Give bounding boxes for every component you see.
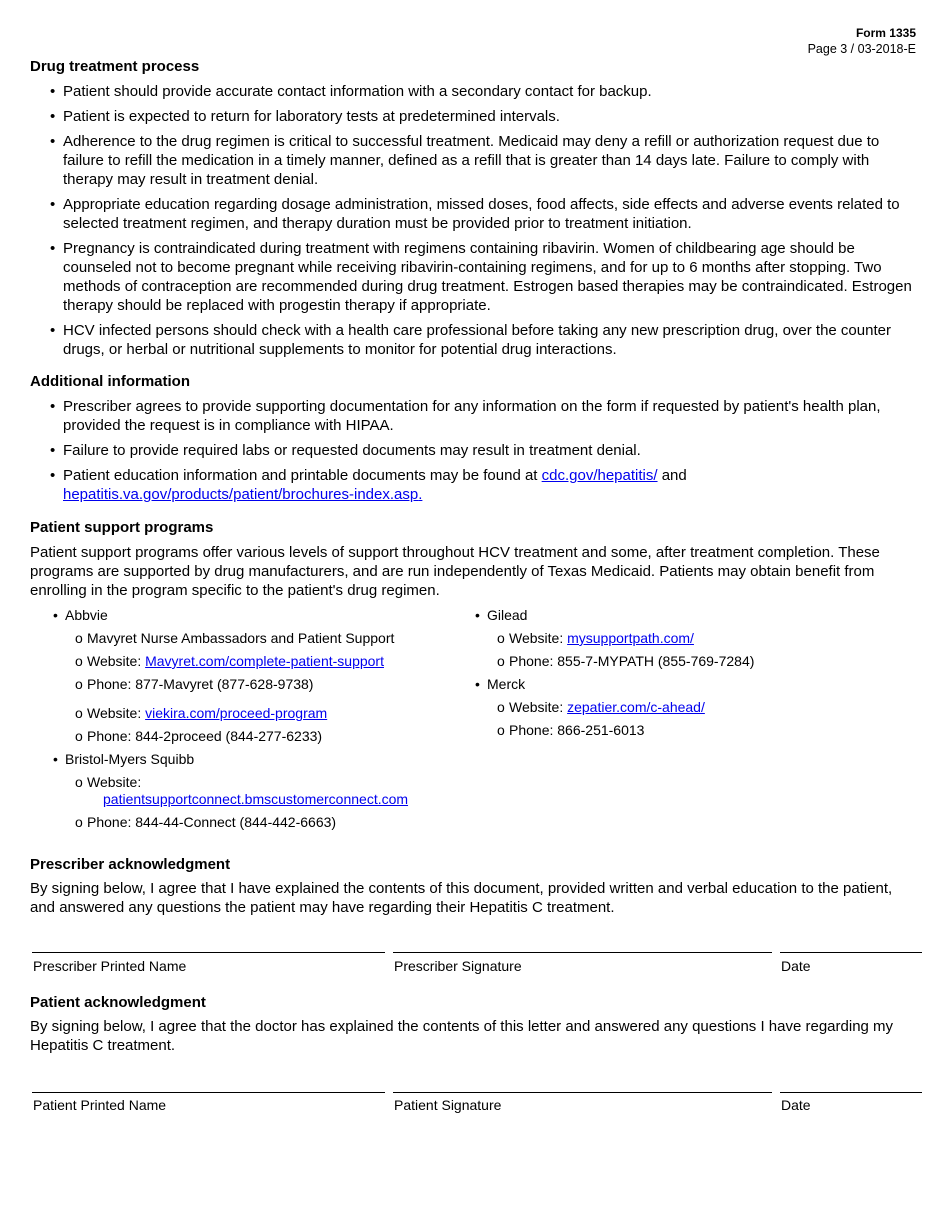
abbvie-program: o Mavyret Nurse Ambassadors and Patient Support xyxy=(75,630,473,647)
mysupportpath-link[interactable]: mysupportpath.com/ xyxy=(567,630,694,646)
gilead-website: o Website: mysupportpath.com/ xyxy=(497,630,915,647)
company-merck: • Merck xyxy=(475,676,915,693)
bms-website xyxy=(103,791,473,808)
company-bms: • Bristol-Myers Squibb xyxy=(53,751,473,768)
support-intro: Patient support programs offer various levels of support throughout HCV treatment and some, after treatment completion. These programs are supported by drug manufacturers, and are run independently of Texas Medicaid. Patients may obtain benefit from enrolling in the program specific to the patient's drug regimen. xyxy=(30,544,880,599)
company-gilead: • Gilead xyxy=(475,607,915,624)
zepatier-link[interactable]: zepatier.com/c-ahead/ xyxy=(567,699,705,715)
merck-website: o Website: zepatier.com/c-ahead/ xyxy=(497,699,915,716)
edu-and: and xyxy=(657,467,687,484)
merck-phone: o Phone: 866-251-6013 xyxy=(497,722,915,739)
list-item: • Appropriate education regarding dosage administration, missed doses, food affects, side effects and adverse events related to selected treatment regimen, and therapy duration must be provided prior to treatment initiation. xyxy=(50,195,920,233)
list-item xyxy=(50,466,920,504)
list-item: • Patient should provide accurate contact information with a secondary contact for backup. xyxy=(50,82,920,101)
abbvie-website-2: o Website: viekira.com/proceed-program xyxy=(75,705,473,722)
list-item: • Patient is expected to return for laboratory tests at predetermined intervals. xyxy=(50,107,920,126)
list-item: • Prescriber agrees to provide supporting documentation for any information on the form if requested by patient's health plan, provided the request is in compliance with HIPAA. xyxy=(50,397,920,435)
prescriber-date-label: Date xyxy=(781,958,811,974)
va-brochures-link[interactable]: hepatitis.va.gov/products/patient/brochures-index.asp xyxy=(63,486,419,503)
prescriber-signature-line[interactable] xyxy=(393,952,772,953)
support-left-column xyxy=(53,607,473,831)
bms-link[interactable]: patientsupportconnect.bmscustomerconnect.com xyxy=(103,791,409,807)
list-item: • Pregnancy is contraindicated during treatment with regimens containing ribavirin. Women of childbearing age should be counseled not to become pregnant while receiving ribavirin-containing regimens, and for up to 6 months after stopping. Two methods of contraception are recommended during drug treatment. Estrogen based therapies may be contraindicated. Estrogen therapy should be replaced with progestin therapy if appropriate. xyxy=(50,239,920,315)
drug-treatment-list xyxy=(50,82,920,365)
mavyret-link[interactable]: Mavyret.com/complete-patient-support xyxy=(145,653,384,669)
bms-phone: o Phone: 844-44-Connect (844-442-6663) xyxy=(75,814,473,831)
page-info: Page 3 / 03-2018-E xyxy=(807,42,916,56)
patient-signature-line[interactable] xyxy=(393,1092,772,1093)
bms-website-label: o Website: xyxy=(75,774,473,791)
prescriber-signature-label: Prescriber Signature xyxy=(394,958,522,974)
prescriber-name-label: Prescriber Printed Name xyxy=(33,958,187,974)
abbvie-phone-2: o Phone: 844-2proceed (844-277-6233) xyxy=(75,728,473,745)
page-header xyxy=(808,25,916,57)
support-heading: Patient support programs xyxy=(30,519,214,536)
list-item: • Failure to provide required labs or requested documents may result in treatment denial. xyxy=(50,441,920,460)
prescriber-ack-heading: Prescriber acknowledgment xyxy=(30,856,231,873)
additional-info-heading: Additional information xyxy=(30,373,190,390)
additional-info-list xyxy=(50,397,920,510)
patient-name-label: Patient Printed Name xyxy=(33,1097,167,1113)
prescriber-ack-text: By signing below, I agree that I have explained the contents of this document, provided written and verbal education to the patient, and answered any questions the patient may have regarding their Hepatitis C treatment. xyxy=(30,880,893,916)
prescriber-name-line[interactable] xyxy=(32,952,385,953)
support-right-column xyxy=(475,607,915,739)
viekira-link[interactable]: viekira.com/proceed-program xyxy=(145,705,328,721)
va-brochures-link-period[interactable]: . xyxy=(418,486,423,503)
patient-date-label: Date xyxy=(781,1097,811,1113)
company-abbvie: • Abbvie xyxy=(53,607,473,624)
drug-treatment-heading: Drug treatment process xyxy=(30,58,200,75)
patient-ack-text: By signing below, I agree that the doctor has explained the contents of this letter and answered any questions I have regarding my Hepatitis C treatment. xyxy=(30,1018,894,1054)
patient-name-line[interactable] xyxy=(32,1092,385,1093)
form-number: Form 1335 xyxy=(855,26,916,40)
prescriber-date-line[interactable] xyxy=(780,952,922,953)
abbvie-phone-1: o Phone: 877-Mavyret (877-628-9738) xyxy=(75,676,473,693)
edu-prefix: Patient education information and printable documents may be found at xyxy=(63,467,542,484)
patient-signature-label: Patient Signature xyxy=(394,1097,502,1113)
list-item: • HCV infected persons should check with a health care professional before taking any new prescription drug, over the counter drugs, or herbal or nutritional supplements to monitor for potential drug interactions. xyxy=(50,321,920,359)
list-item: • Adherence to the drug regimen is critical to successful treatment. Medicaid may deny a refill or authorization request due to failure to refill the medication in a timely manner, defined as a refill that is greater than 14 days late. Failure to comply with therapy may result in treatment denial. xyxy=(50,132,920,189)
cdc-hepatitis-link[interactable]: cdc.gov/hepatitis/ xyxy=(541,467,658,484)
abbvie-website-1: o Website: Mavyret.com/complete-patient-support xyxy=(75,653,473,670)
patient-date-line[interactable] xyxy=(780,1092,922,1093)
gilead-phone: o Phone: 855-7-MYPATH (855-769-7284) xyxy=(497,653,915,670)
patient-ack-heading: Patient acknowledgment xyxy=(30,994,206,1011)
